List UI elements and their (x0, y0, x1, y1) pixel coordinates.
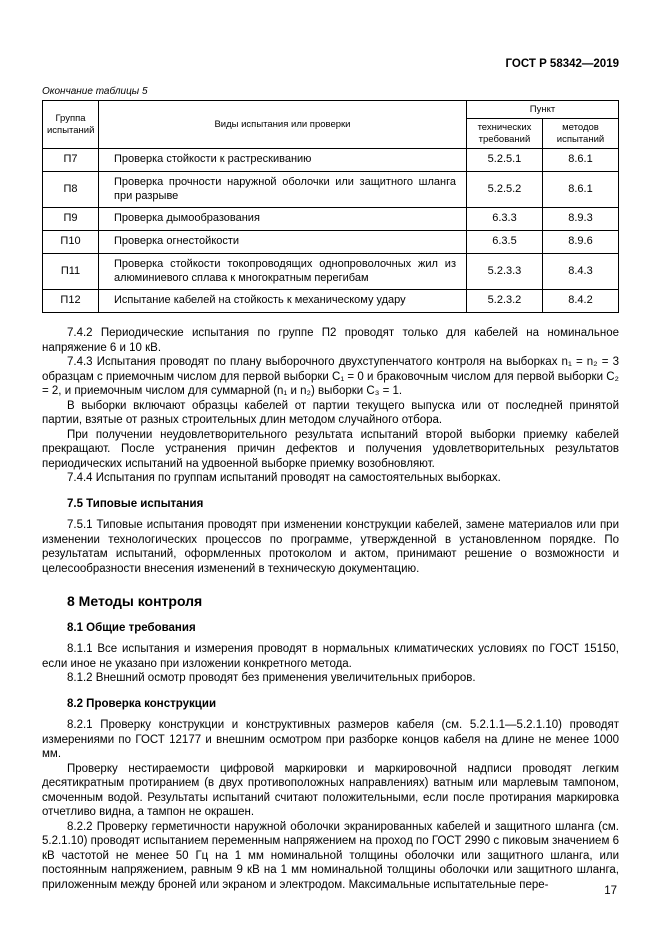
cell-method: 8.4.2 (542, 290, 618, 313)
col-header-methods: методов испытаний (542, 119, 618, 149)
paragraph-7-5-1: 7.5.1 Типовые испытания проводят при изменении конструкции кабелей, замене материалов или при изменении технологических процессов по программе, утвержденной в установленном порядке. По результатам испытаний, оформленных протоколом и актом, принимают решение о возможности и целесообразности внесения изменений в техническую документацию. (42, 519, 619, 575)
cell-tech: 5.2.3.3 (466, 253, 542, 290)
doc-number: ГОСТ Р 58342—2019 (505, 58, 619, 70)
paragraph-7-4-4: 7.4.4 Испытания по группам испытаний проводят на самостоятельных выборках. (67, 472, 501, 485)
heading-8-2: 8.2 Проверка конструкции (67, 697, 217, 710)
cell-method: 8.9.6 (542, 231, 618, 254)
heading-7-5: 7.5 Типовые испытания (67, 497, 204, 510)
body-text (42, 326, 619, 892)
paragraph-7-4-3-b: В выборки включают образцы кабелей от партии текущего выпуска или от последней принятой партии, взятые от разных строительных длин методом случайного отбора. (42, 399, 619, 427)
cell-group: П8 (43, 171, 99, 208)
cell-kind: Проверка дымообразования (99, 208, 467, 231)
table-header-row (43, 101, 619, 119)
table-row (43, 149, 619, 172)
paragraph-7-4-2: 7.4.2 Периодические испытания по группе П2 проводят только для кабелей на номинальное напряжение 6 и 10 кВ. (42, 327, 619, 354)
table-row (43, 171, 619, 208)
cell-tech: 5.2.3.2 (466, 290, 542, 313)
table-row (43, 290, 619, 313)
cell-group: П7 (43, 149, 99, 172)
cell-group: П12 (43, 290, 99, 313)
cell-group: П11 (43, 253, 99, 290)
paragraph-8-2-1-a: 8.2.1 Проверку конструкции и конструктивных размеров кабеля (см. 5.2.1.1—5.2.1.10) проводят измерениями по ГОСТ 12177 и внешним осмотром при разборке концов кабеля на длине не менее 1000 мм. (42, 719, 619, 761)
paragraph-8-1-1: 8.1.1 Все испытания и измерения проводят в нормальных климатических условиях по ГОСТ 15150, если иное не указано при изложении конкретного метода. (42, 643, 619, 670)
cell-tech: 6.3.3 (466, 208, 542, 231)
cell-tech: 5.2.5.2 (466, 171, 542, 208)
paragraph-7-4-3-a: 7.4.3 Испытания проводят по плану выборочного двухступенчатого контроля на выборках n₁ = n₂ = 3 образцам с приемочным числом для первой выборки С₁ = 0 и браковочным числом для первой выборки С₂ = 2, и приемочным числом для суммарной (n₁ и n₂) выборки С₃ = 1. (42, 356, 619, 398)
table-row (43, 253, 619, 290)
cell-method: 8.9.3 (542, 208, 618, 231)
cell-method: 8.6.1 (542, 149, 618, 172)
cell-kind: Проверка стойкости токопроводящих однопроволочных жил из алюминиевого сплава к многократным перегибам (99, 253, 467, 290)
cell-kind: Проверка стойкости к растрескиванию (99, 149, 467, 172)
col-header-tech: технических требований (466, 119, 542, 149)
heading-8-1: 8.1 Общие требования (67, 621, 196, 634)
page-number: 17 (604, 885, 617, 897)
paragraph-8-2-2: 8.2.2 Проверку герметичности наружной оболочки экранированных кабелей и защитного шланга (см. 5.2.1.10) проводят испытанием переменным напряжением на проход по ГОСТ 2990 с пиковым значением 6 кВ частотой не менее 50 Гц на 1 мм номинальной толщины оболочки или защитного шланга, или постоянным напряжением, равным 9 кВ на 1 мм номинальной толщины оболочки или защитного шланга, приложенным между броней или экраном и электродом. Максимальные испытательные пере- (42, 820, 619, 891)
paragraph-8-2-1-b: Проверку нестираемости цифровой маркировки и маркировочной надписи проводят легким десятикратным протиранием (в двух противоположных направлениях) ватным или марлевым тампоном, смоченным водой. Результаты испытаний считают положительными, если после протирания маркировка отчетливо видна, а тампон не окрашен. (42, 762, 619, 819)
cell-kind: Испытание кабелей на стойкость к механическому удару (99, 290, 467, 313)
heading-8: 8 Методы контроля (67, 593, 203, 610)
cell-kind: Проверка прочности наружной оболочки или защитного шланга при разрыве (99, 171, 467, 208)
paragraph-8-1-2: 8.1.2 Внешний осмотр проводят без применения увеличительных приборов. (67, 672, 476, 685)
cell-method: 8.4.3 (542, 253, 618, 290)
cell-tech: 5.2.5.1 (466, 149, 542, 172)
table-caption: Окончание таблицы 5 (42, 86, 148, 97)
col-header-kind: Виды испытания или проверки (99, 101, 467, 149)
col-header-group: Группа испытаний (43, 101, 99, 149)
col-header-punkt: Пункт (466, 101, 618, 119)
table-row (43, 208, 619, 231)
cell-group: П9 (43, 208, 99, 231)
cell-tech: 6.3.5 (466, 231, 542, 254)
cell-kind: Проверка огнестойкости (99, 231, 467, 254)
paragraph-7-4-3-c: При получении неудовлетворительного результата испытаний второй выборки приемку кабелей прекращают. После устранения причин дефектов и получения удовлетворительных результатов периодических испытаний на удвоенной выборке приемку возобновляют. (42, 428, 619, 470)
cell-group: П10 (43, 231, 99, 254)
table-row (43, 231, 619, 254)
cell-method: 8.6.1 (542, 171, 618, 208)
tests-table (42, 100, 619, 313)
